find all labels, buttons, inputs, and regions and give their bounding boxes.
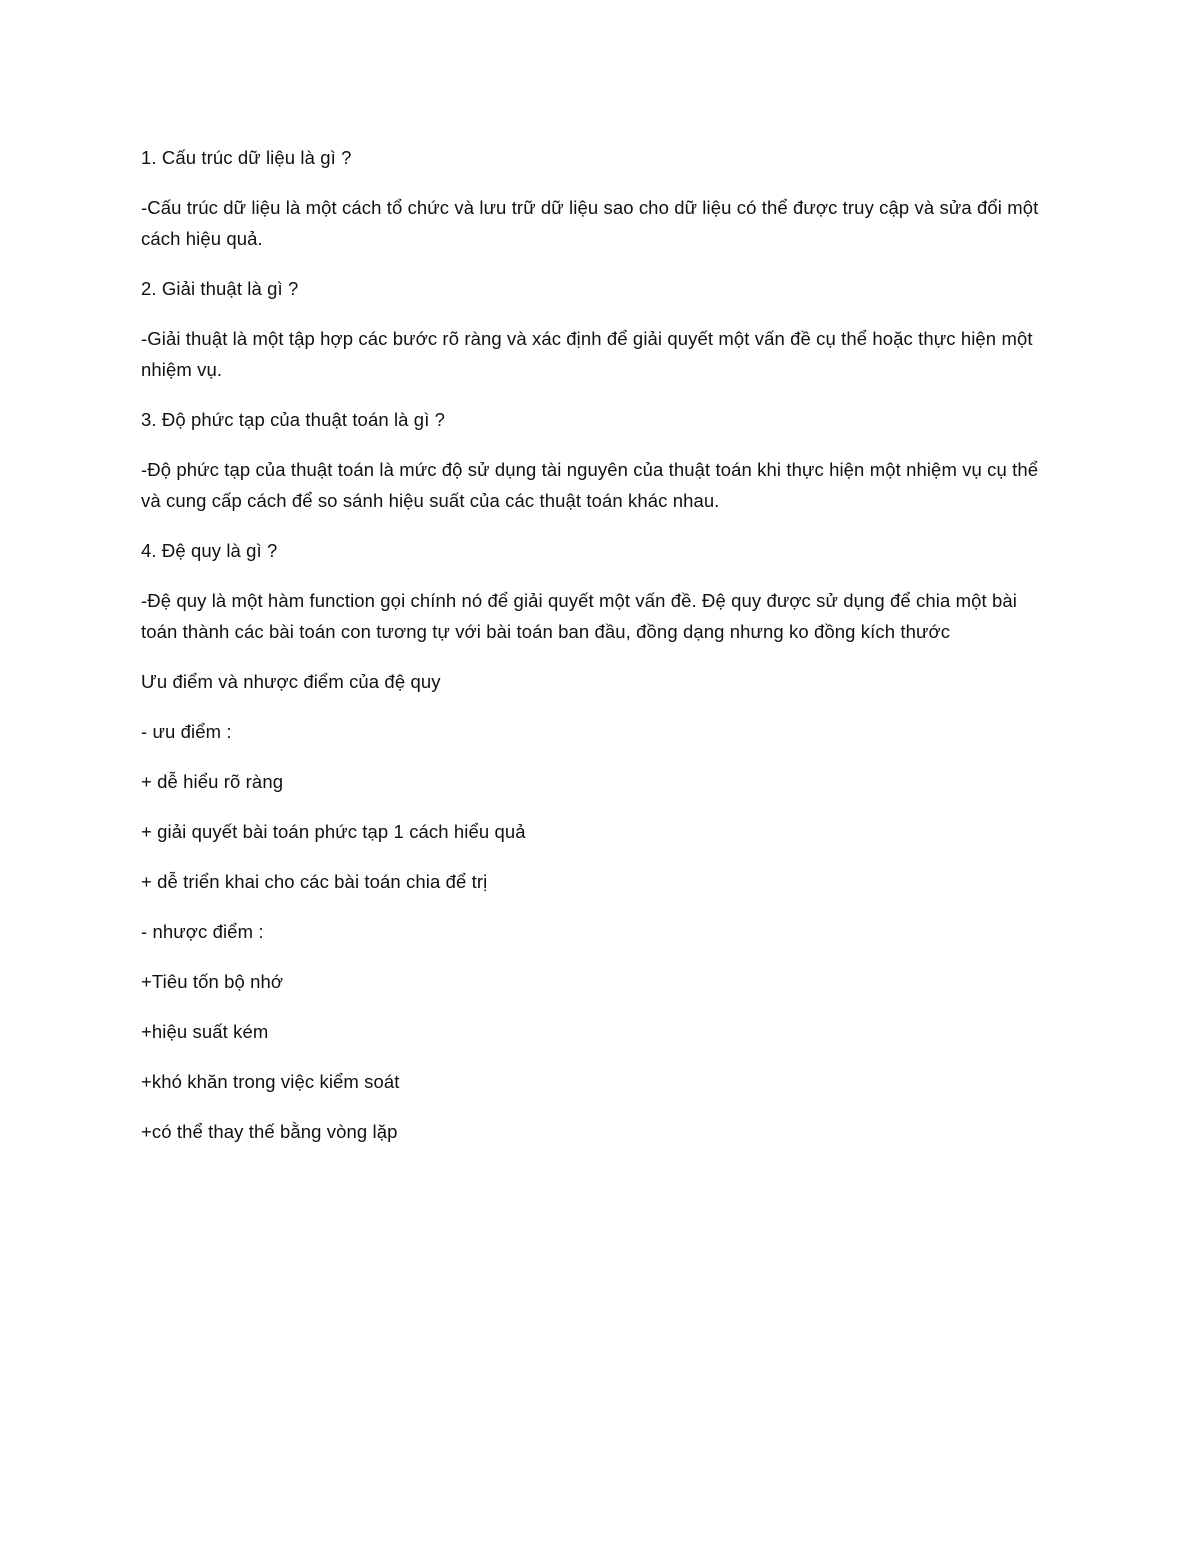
document-body — [141, 142, 1056, 1166]
pros-item: + dễ hiểu rõ ràng — [141, 771, 284, 792]
question-heading-3: 3. Độ phức tạp của thuật toán là gì ? — [141, 409, 446, 430]
cons-item: +có thể thay thế bằng vòng lặp — [141, 1121, 398, 1142]
answer-paragraph-1: -Cấu trúc dữ liệu là một cách tổ chức và lưu trữ dữ liệu sao cho dữ liệu có thể được truy cập và sửa đổi một cách hiệu quả. — [141, 197, 1039, 249]
cons-item: +hiệu suất kém — [141, 1021, 269, 1042]
pros-label: - ưu điểm : — [141, 721, 232, 742]
cons-item: +khó khăn trong việc kiểm soát — [141, 1071, 400, 1092]
cons-item: +Tiêu tốn bộ nhớ — [141, 971, 284, 992]
answer-paragraph-4: -Đệ quy là một hàm function gọi chính nó để giải quyết một vấn đề. Đệ quy được sử dụng để chia một bài toán thành các bài toán con tương tự với bài toán ban đầu, đồng dạng nhưng ko đồng kích thước — [141, 590, 1017, 642]
answer-paragraph-3: -Độ phức tạp của thuật toán là mức độ sử dụng tài nguyên của thuật toán khi thực hiện một nhiệm vụ cụ thể và cung cấp cách để so sánh hiệu suất của các thuật toán khác nhau. — [141, 459, 1039, 511]
question-heading-4: 4. Đệ quy là gì ? — [141, 540, 278, 561]
cons-label: - nhược điểm : — [141, 921, 264, 942]
answer-paragraph-2: -Giải thuật là một tập hợp các bước rõ ràng và xác định để giải quyết một vấn đề cụ thể hoặc thực hiện một nhiệm vụ. — [141, 328, 1033, 380]
question-heading-2: 2. Giải thuật là gì ? — [141, 278, 299, 299]
pros-cons-heading: Ưu điểm và nhược điểm của đệ quy — [141, 671, 441, 692]
pros-item: + dễ triển khai cho các bài toán chia để trị — [141, 871, 488, 892]
question-heading-1: 1. Cấu trúc dữ liệu là gì ? — [141, 147, 352, 168]
pros-item: + giải quyết bài toán phức tạp 1 cách hiểu quả — [141, 821, 526, 842]
